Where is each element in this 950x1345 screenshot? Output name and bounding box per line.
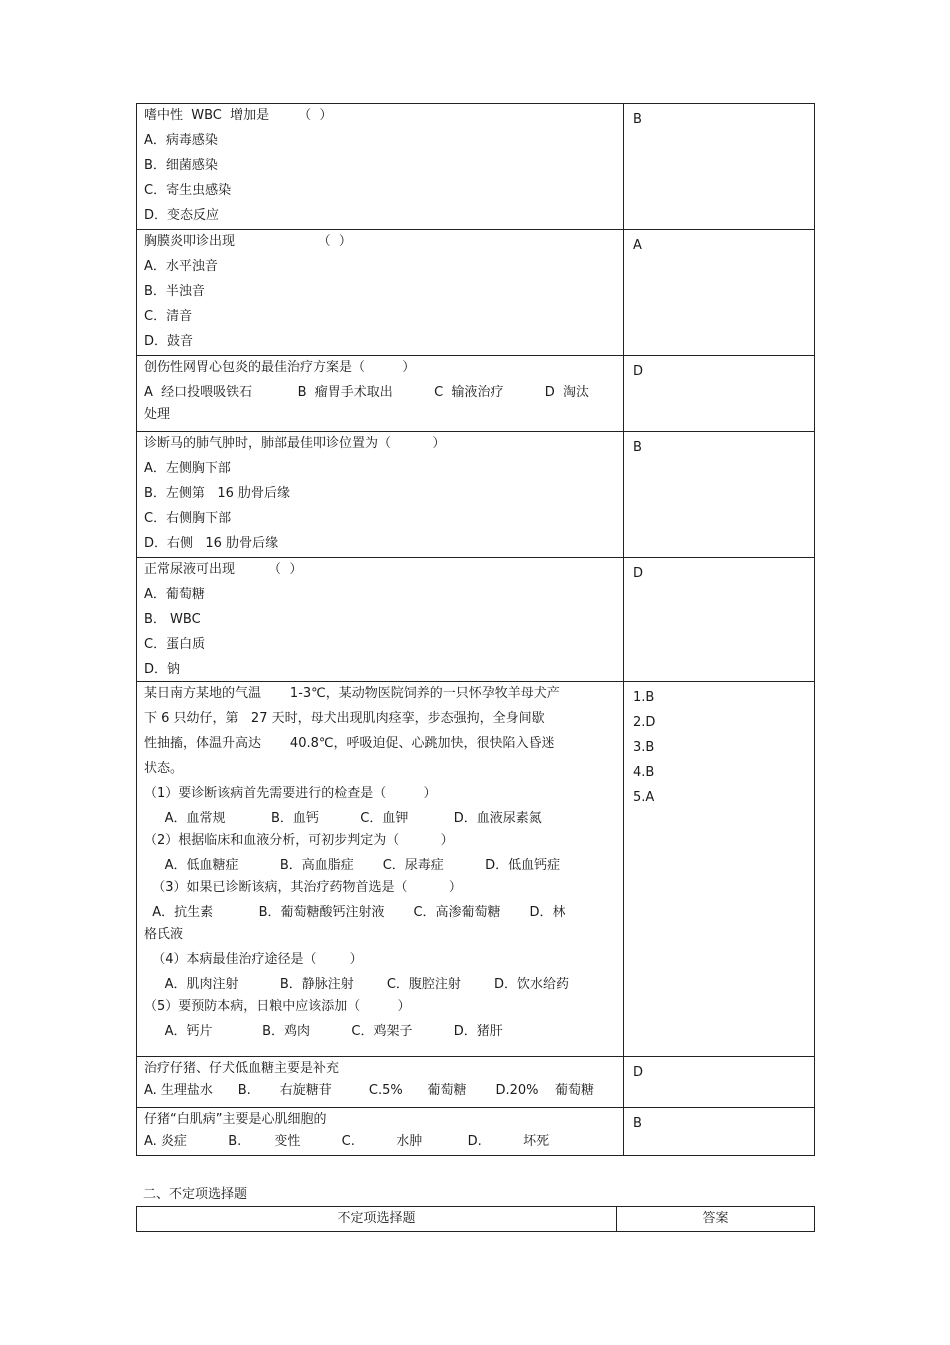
case-text-3: 性抽搐，体温升高达 40.8℃，呼吸迫促、心跳加快，很快陷入昏迷 <box>144 736 555 751</box>
question-cell <box>137 230 624 355</box>
answer: D <box>633 566 644 581</box>
question-cell <box>137 432 624 557</box>
sub-question-5: （5）要预防本病，日粮中应该添加（ ） <box>144 999 411 1014</box>
question-row-7 <box>137 1056 814 1107</box>
option-b: B． WBC <box>144 612 201 627</box>
question-cell <box>137 356 624 431</box>
answer-cell <box>624 558 814 681</box>
case-text-1: 某日南方某地的气温 1-3℃，某动物医院饲养的一只怀孕牧羊母犬产 <box>144 686 560 701</box>
option-b: B．左侧第 16 肋骨后缘 <box>144 486 290 501</box>
answer: B <box>633 112 642 127</box>
answer-5: 5.A <box>633 790 655 805</box>
answer-2: 2.D <box>633 715 656 730</box>
answer: D <box>633 1065 644 1080</box>
sub-question-3-options: A．抗生素 B．葡萄糖酸钙注射液 C．高渗葡萄糖 D．林 <box>144 905 566 920</box>
options-line-cont: 处理 <box>144 407 171 422</box>
sub-question-1-options: A．血常规 B．血钙 C．血钾 D．血液尿素氮 <box>144 811 542 826</box>
question-cell <box>137 682 624 1056</box>
question-row-3 <box>137 355 814 431</box>
answer: A <box>633 238 642 253</box>
question-row-4 <box>137 431 814 557</box>
answer-cell <box>624 682 814 1056</box>
options-line: A 经口投喂吸铁石 B 瘤胃手术取出 C 输液治疗 D 淘汰 <box>144 385 590 400</box>
option-c: C．寄生虫感染 <box>144 183 232 198</box>
option-c: C．蛋白质 <box>144 637 206 652</box>
question-stem: 胸膜炎叩诊出现 （ ） <box>144 234 352 249</box>
question-stem: 仔猪“白肌病”主要是心肌细胞的 <box>144 1112 327 1127</box>
question-cell <box>137 104 624 229</box>
question-row-5 <box>137 557 814 681</box>
question-row-6-case <box>137 681 814 1056</box>
question-stem: 正常尿液可出现 （ ） <box>144 562 303 577</box>
question-row-8 <box>137 1107 814 1155</box>
sub-question-5-options: A．钙片 B．鸡肉 C．鸡架子 D．猪肝 <box>144 1024 503 1039</box>
question-table <box>136 103 815 1156</box>
option-b: B．半浊音 <box>144 284 205 299</box>
column-header-question: 不定项选择题 <box>137 1207 617 1231</box>
question-cell <box>137 558 624 681</box>
section-2-table-header <box>136 1206 815 1232</box>
question-cell <box>137 1108 624 1155</box>
option-d: D．钠 <box>144 662 181 677</box>
answer-cell <box>624 356 814 431</box>
answer: D <box>633 364 644 379</box>
option-d: D．鼓音 <box>144 334 194 349</box>
option-c: C．清音 <box>144 309 193 324</box>
question-cell <box>137 1057 624 1107</box>
question-stem: 治疗仔猪、仔犬低血糖主要是补充 <box>144 1061 340 1076</box>
answer-cell <box>624 1108 814 1155</box>
sub-question-4: （4）本病最佳治疗途径是（ ） <box>144 952 363 967</box>
sub-question-4-options: A．肌肉注射 B．静脉注射 C．腹腔注射 D．饮水给药 <box>144 977 570 992</box>
answer-cell <box>624 432 814 557</box>
answer-1: 1.B <box>633 690 655 705</box>
question-stem: 诊断马的肺气肿时，肺部最佳叩诊位置为（ ） <box>144 436 446 451</box>
answer-cell <box>624 230 814 355</box>
option-a: A．病毒感染 <box>144 133 218 148</box>
option-d: D．右侧 16 肋骨后缘 <box>144 536 279 551</box>
sub-question-1: （1）要诊断该病首先需要进行的检查是（ ） <box>144 786 437 801</box>
options-line: A. 生理盐水 B. 右旋糖苷 C.5% 葡萄糖 D.20% 葡萄糖 <box>144 1083 595 1098</box>
option-d: D．变态反应 <box>144 208 220 223</box>
option-c: C．右侧胸下部 <box>144 511 232 526</box>
question-stem: 创伤性网胃心包炎的最佳治疗方案是（ ） <box>144 360 416 375</box>
option-a: A．葡萄糖 <box>144 587 205 602</box>
question-row-2 <box>137 229 814 355</box>
answer: B <box>633 1116 642 1131</box>
question-row-1 <box>137 104 814 229</box>
sub-question-3-options-cont: 格氏液 <box>144 927 184 942</box>
question-stem: 嗜中性 WBC 增加是 （ ） <box>144 108 333 123</box>
option-a: A．左侧胸下部 <box>144 461 231 476</box>
options-line: A. 炎症 B. 变性 C. 水肿 D. 坏死 <box>144 1134 550 1149</box>
sub-question-2: （2）根据临床和血液分析，可初步判定为（ ） <box>144 833 454 848</box>
answer-cell <box>624 104 814 229</box>
case-text-4: 状态。 <box>144 761 184 776</box>
option-a: A．水平浊音 <box>144 259 218 274</box>
answer-3: 3.B <box>633 740 655 755</box>
case-text-2: 下 6 只幼仔，第 27 天时，母犬出现肌肉痉挛，步态强拘，全身间歇 <box>144 711 545 726</box>
answer: B <box>633 440 642 455</box>
sub-question-2-options: A．低血糖症 B．高血脂症 C．尿毒症 D．低血钙症 <box>144 858 561 873</box>
section-title: 二、不定项选择题 <box>143 1187 248 1202</box>
column-header-answer: 答案 <box>702 1211 729 1226</box>
option-b: B．细菌感染 <box>144 158 218 173</box>
answer-4: 4.B <box>633 765 655 780</box>
sub-question-3: （3）如果已诊断该病，其治疗药物首选是（ ） <box>144 880 462 895</box>
answer-cell <box>624 1057 814 1107</box>
